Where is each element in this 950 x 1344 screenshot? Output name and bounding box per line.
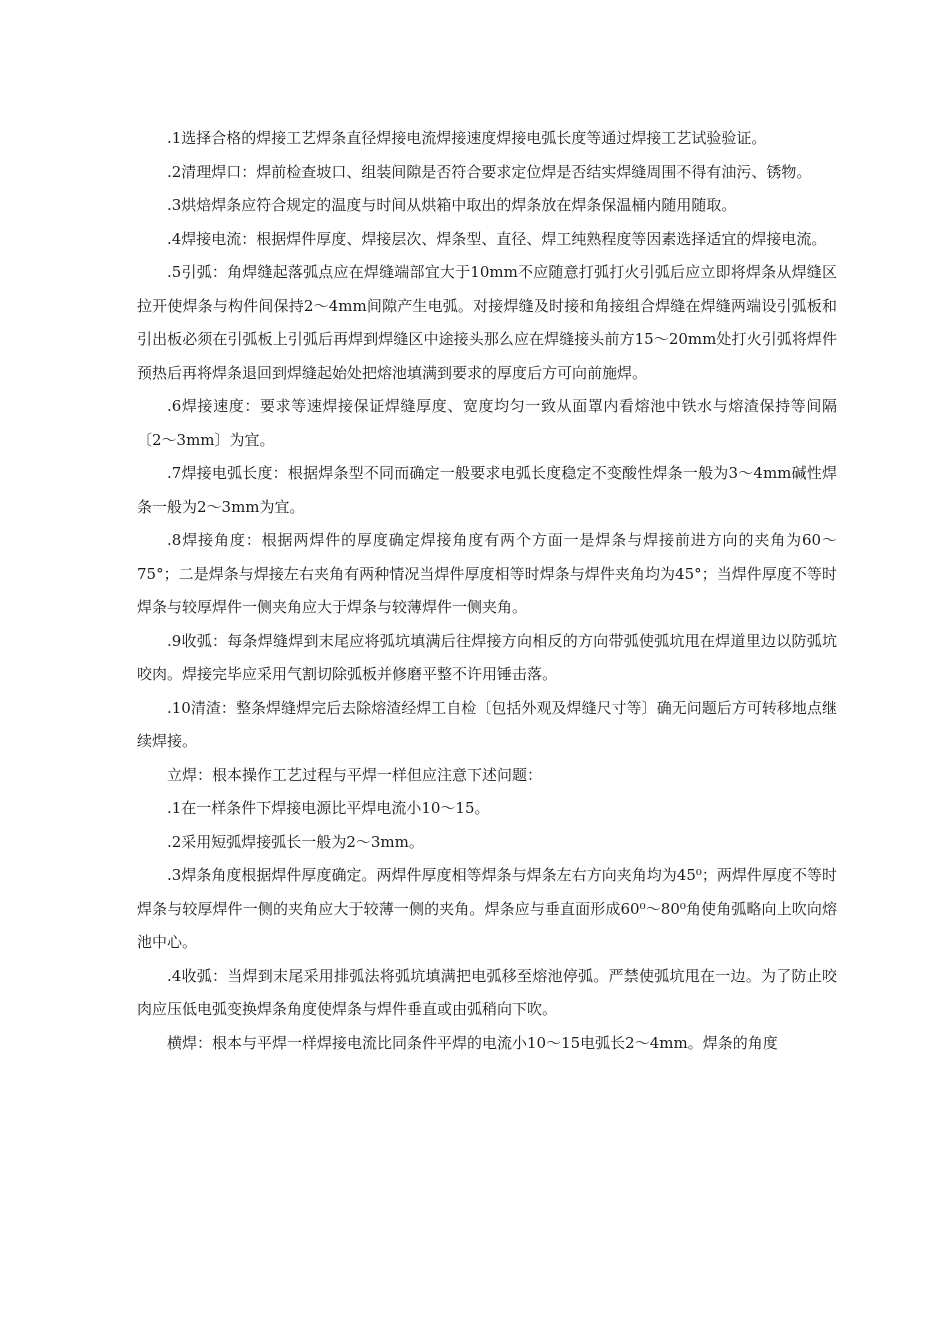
- paragraph-vertical-angle: .3焊条角度根据焊件厚度确定。两焊件厚度相等焊条与焊条左右方向夹角均为45⁰；两焊件厚度不等时焊条与较厚焊件一侧的夹角应大于较薄一侧的夹角。焊条应与垂直面形成60⁰～80⁰角使角弧略向上吹向熔池中心。: [137, 866, 837, 951]
- paragraph-current: .4焊接电流：根据焊件厚度、焊接层次、焊条型、直径、焊工纯熟程度等因素选择适宜的焊接电流。: [167, 229, 827, 248]
- paragraph-selection: .1选择合格的焊接工艺焊条直径焊接电流焊接速度焊接电弧长度等通过焊接工艺试验验证。: [167, 129, 767, 147]
- paragraph-baking: .3烘焙焊条应符合规定的温度与时间从烘箱中取出的焊条放在焊条保温桶内随用随取。: [167, 196, 737, 214]
- paragraph-vertical-short-arc: .2采用短弧焊接弧长一般为2～3mm。: [167, 832, 424, 851]
- paragraph-vertical-arc-end: .4收弧：当焊到末尾采用排弧法将弧坑填满把电弧移至熔池停弧。严禁使弧坑甩在一边。为了防止咬肉应压低电弧变换焊条角度使焊条与焊件垂直或由弧稍向下吹。: [137, 966, 837, 1018]
- paragraph-arc-length: .7焊接电弧长度：根据焊条型不同而确定一般要求电弧长度稳定不变酸性焊条一般为3～4mm碱性焊条一般为2～3mm为宜。: [137, 464, 837, 516]
- paragraph-slag: .10清渣：整条焊缝焊完后去除熔渣经焊工自检〔包括外观及焊缝尺寸等〕确无问题后方可转移地点继续焊接。: [137, 698, 837, 750]
- paragraph-horizontal: 横焊：根本与平焊一样焊接电流比同条件平焊的电流小10～15电弧长2～4mm。焊条的角度: [167, 1033, 778, 1052]
- paragraph-vertical-current: .1在一样条件下焊接电源比平焊电流小10～15。: [167, 799, 490, 817]
- paragraph-arc-end: .9收弧：每条焊缝焊到末尾应将弧坑填满后往焊接方向相反的方向带弧使弧坑甩在焊道里边以防弧坑咬肉。焊接完毕应采用气割切除弧板并修磨平整不许用锤击落。: [137, 631, 837, 683]
- paragraph-arc-strike: .5引弧：角焊缝起落弧点应在焊缝端部宜大于10mm不应随意打弧打火引弧后应立即将焊条从焊缝区拉开使焊条与构件间保持2～4mm间隙产生电弧。对接焊缝及时接和角接组合焊缝在焊缝两端设引弧板和引出板必须在引弧板上引弧后再焊到焊缝区中途接头那么应在焊缝接头前方15～20mm处打火引弧将焊件预热后再将焊条退回到焊缝起始处把熔池填满到要求的厚度后方可向前施焊。: [137, 263, 837, 382]
- paragraph-speed: .6焊接速度：要求等速焊接保证焊缝厚度、宽度均匀一致从面罩内看熔池中铁水与熔渣保持等间隔 〔2～3mm〕为宜。: [137, 397, 837, 449]
- paragraph-vertical-heading: 立焊：根本操作工艺过程与平焊一样但应注意下述问题：: [167, 765, 543, 784]
- paragraph-angle: .8焊接角度：根据两焊件的厚度确定焊接角度有两个方面一是焊条与焊接前进方向的夹角为60～75°；二是焊条与焊接左右夹角有两种情况当焊件厚度相等时焊条与焊件夹角均为45°；当焊件厚度不等时焊条与较厚焊件一侧夹角应大于焊条与较薄焊件一侧夹角。: [137, 531, 837, 616]
- paragraph-cleaning: .2清理焊口：焊前检查坡口、组装间隙是否符合要求定位焊是否结实焊缝周围不得有油污、锈物。: [167, 162, 812, 181]
- document-body: [137, 122, 837, 1060]
